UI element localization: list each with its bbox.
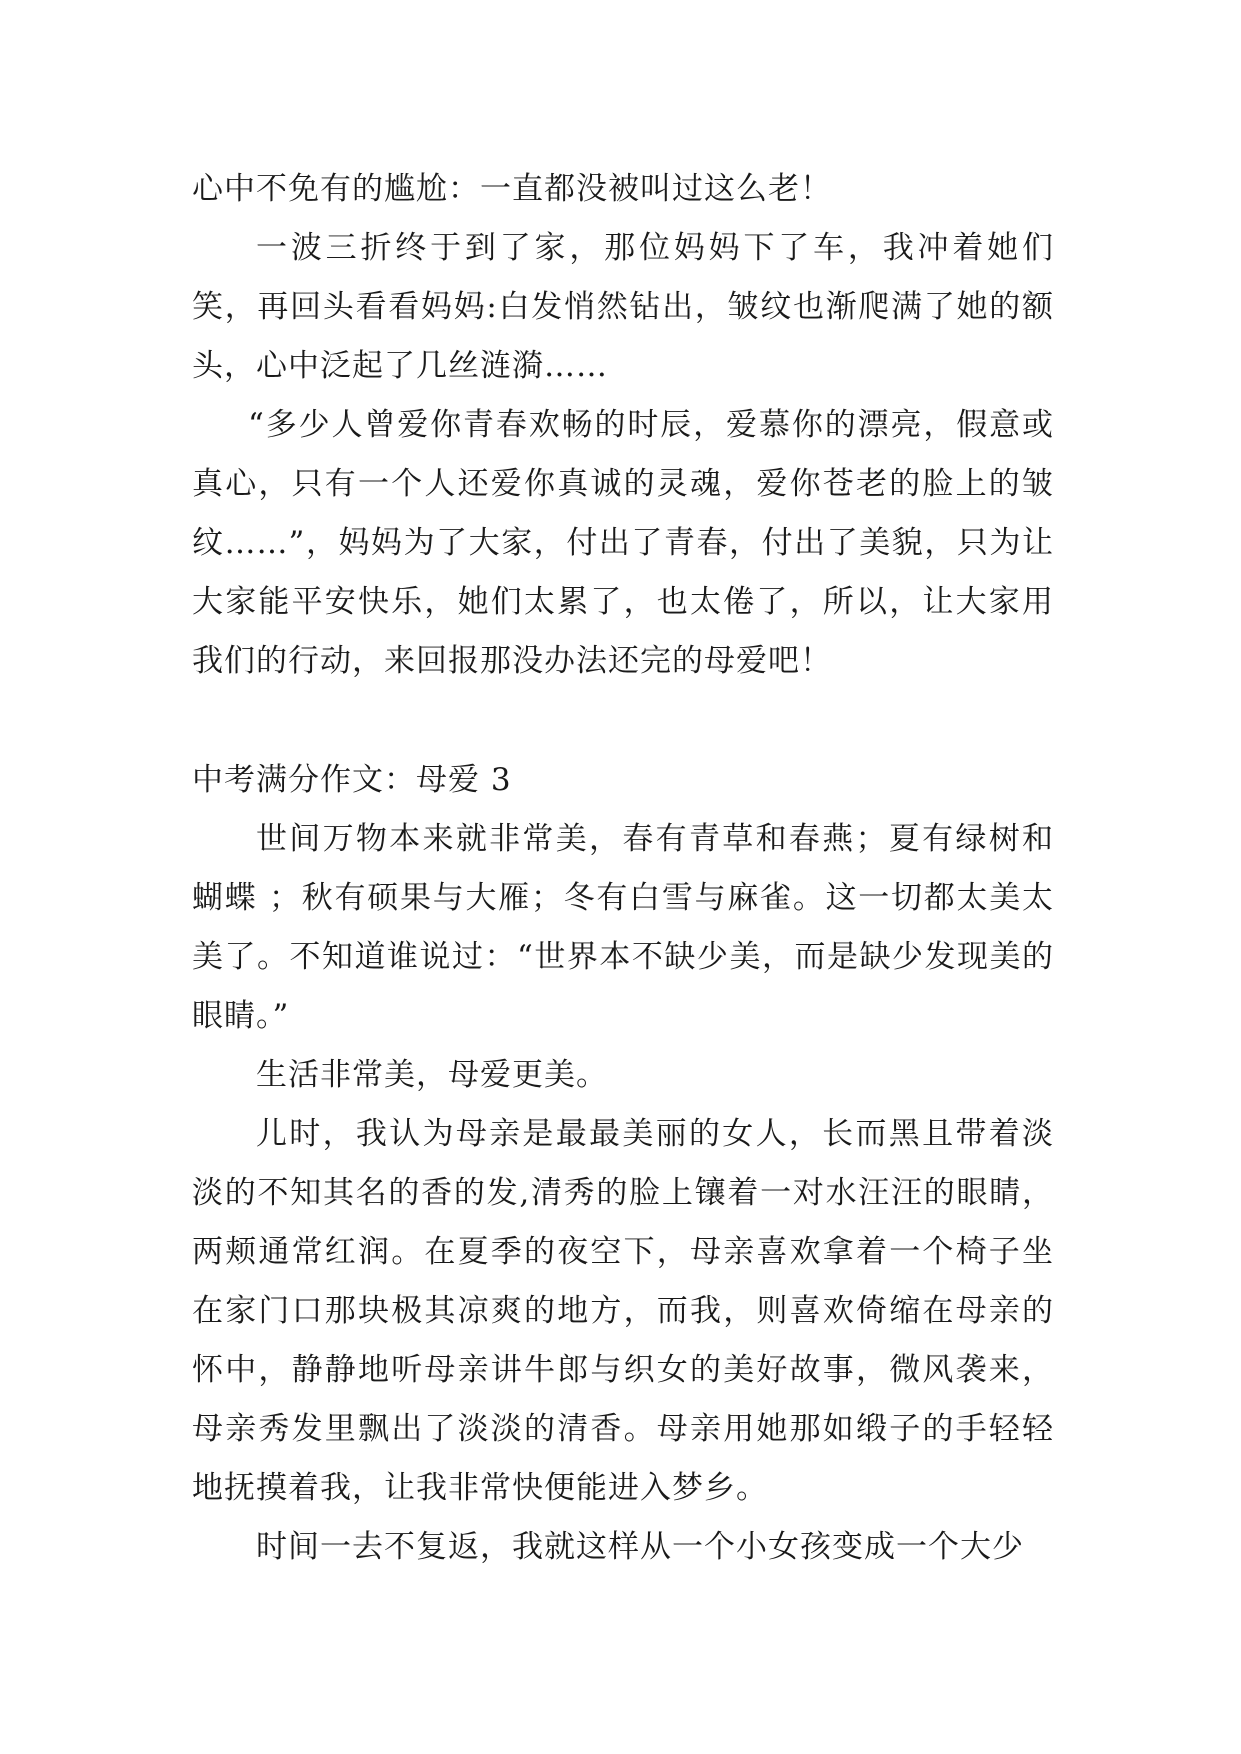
paragraph-seasons: 世间万物本来就非常美，春有青草和春燕；夏有绿树和蝴蝶 ；秋有硕果与大雁；冬有白雪与麻雀。这一切都太美太美了。不知道谁说过：“世界本不缺少美，而是缺少发现美的眼睛。” — [192, 821, 1054, 1034]
paragraph-childhood: 儿时，我认为母亲是最最美丽的女人，长而黑且带着淡淡的不知其名的香的发,清秀的脸上镶着一对水汪汪的眼睛，两颊通常红润。在夏季的夜空下，母亲喜欢拿着一个椅子坐在家门口那块极其凉爽的地方，而我，则喜欢倚缩在母亲的怀中，静静地听母亲讲牛郎与织女的美好故事，微风袭来，母亲秀发里飘出了淡淡的清香。母亲用她那如缎子的手轻轻地抚摸着我，让我非常快便能进入梦乡。 — [192, 1116, 1054, 1506]
section-title: 中考满分作文：母爱 3 — [192, 762, 512, 798]
paragraph-quote: “多少人曾爱你青春欢畅的时辰，爱慕你的漂亮，假意或真心，只有一个人还爱你真诚的灵魂，爱你苍老的脸上的皱纹……”，妈妈为了大家，付出了青春，付出了美貌，只为让大家能平安快乐，她们太累了，也太倦了，所以，让大家用我们的行动，来回报那没办法还完的母爱吧！ — [192, 407, 1054, 679]
paragraph-time-passes: 时间一去不复返，我就这样从一个小女孩变成一个大少 — [256, 1529, 1024, 1565]
paragraph-continuation: 心中不免有的尴尬：一直都没被叫过这么老！ — [192, 171, 832, 207]
paragraph-arriving-home: 一波三折终于到了家，那位妈妈下了车，我冲着她们笑，再回头看看妈妈:白发悄然钻出，皱纹也渐爬满了她的额头，心中泛起了几丝涟漪…… — [192, 230, 1054, 384]
document-body — [192, 160, 1054, 1577]
paragraph-life-beautiful: 生活非常美，母爱更美。 — [256, 1057, 608, 1093]
